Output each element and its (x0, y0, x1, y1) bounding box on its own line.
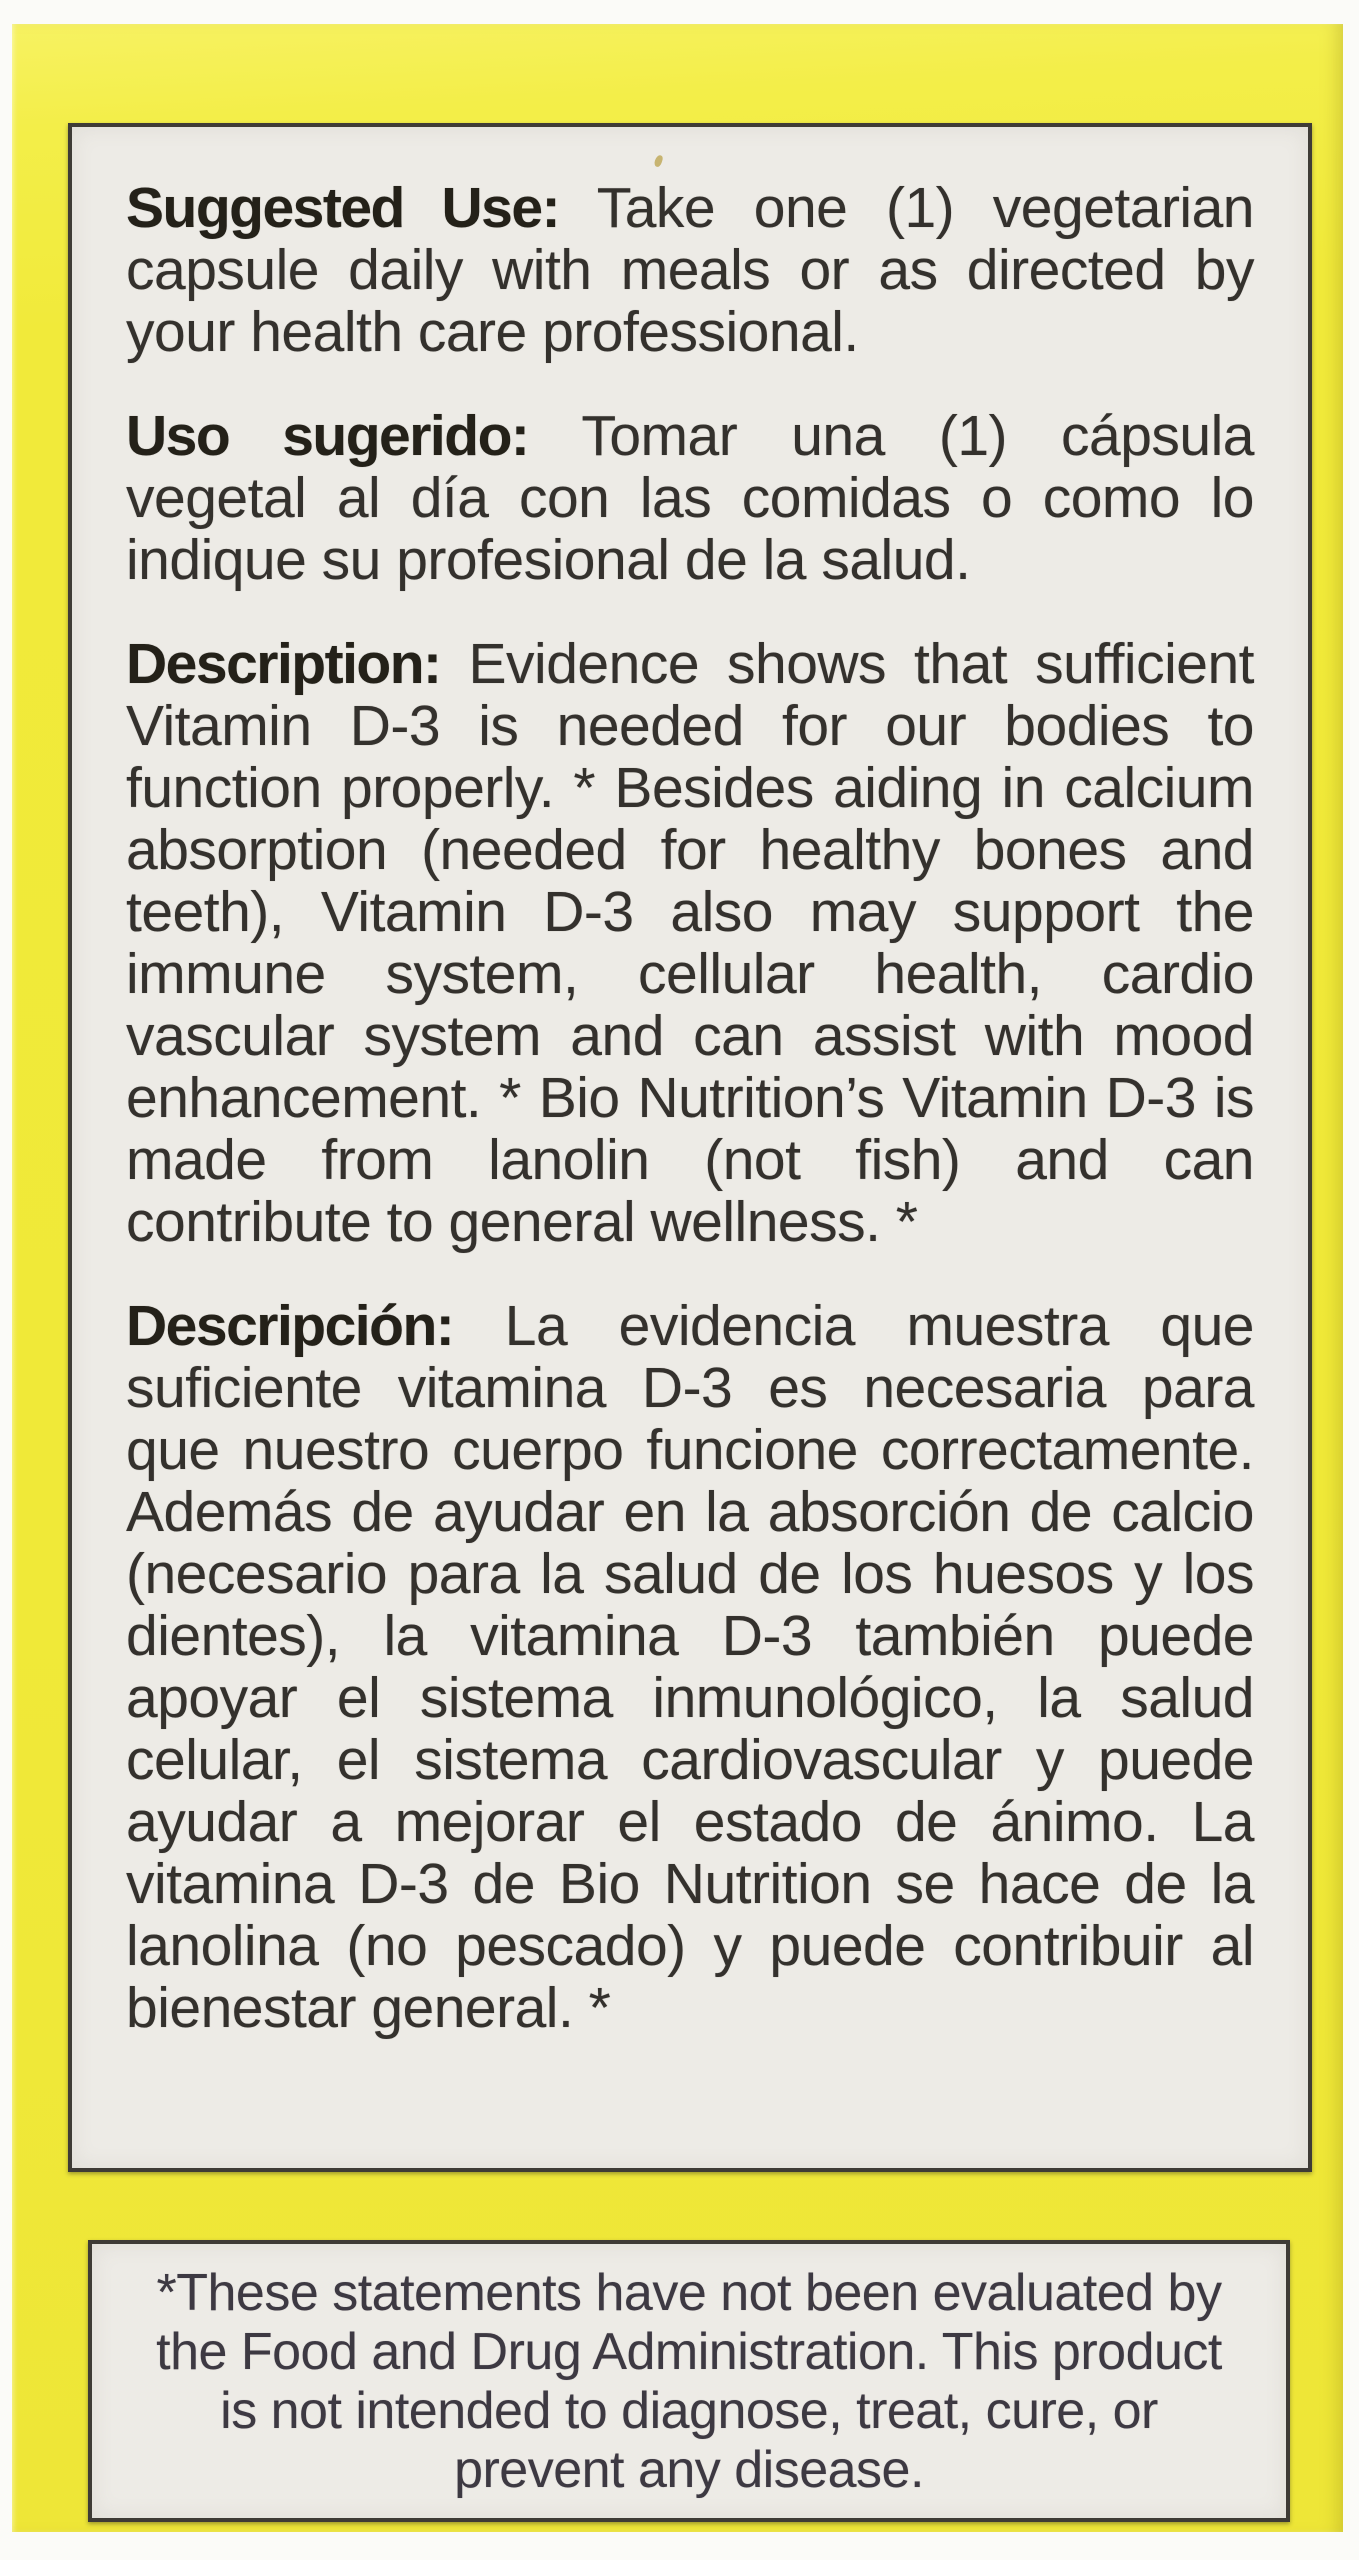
fda-disclaimer-panel (88, 2240, 1290, 2522)
directions-panel (68, 123, 1312, 2172)
suggested-use-section-en (126, 177, 1254, 363)
suggested-use-section-es (126, 405, 1254, 591)
suggested-use-body-es: Tomar una (1) cápsula vegetal al día con las comidas o como lo indique su profesional de la salud. (126, 404, 1254, 592)
description-body-en: Evidence shows that sufficient Vitamin D-3 is needed for our bodies to function properly. * Besides aiding in calcium absorption (needed for healthy bones and teeth), Vitamin D-3 also may support the immune system, cellular health, cardio vascular system and can assist with mood enhancement. * Bio Nutrition’s Vitamin D-3 is made from lanolin (not fish) and can contribute to general wellness. * (126, 632, 1254, 1254)
suggested-use-body-en: Take one (1) vegetarian capsule daily with meals or as directed by your health care professional. (126, 176, 1254, 364)
description-heading-en: Description: (126, 632, 441, 696)
suggested-use-heading-en: Suggested Use: (126, 176, 560, 240)
description-body-es: La evidencia muestra que suficiente vitamina D-3 es necesaria para que nuestro cuerpo funcione correctamente. Además de ayudar en la absorción de calcio (necesario para la salud de los huesos y los dientes), la vitamina D-3 también puede apoyar el sistema inmunológico, la salud celular, el sistema cardiovascular y puede ayudar a mejorar el estado de ánimo. La vitamina D-3 de Bio Nutrition se hace de la lanolina (no pescado) y puede contribuir al bienestar general. * (126, 1294, 1254, 2040)
description-heading-es: Descripción: (126, 1294, 454, 1358)
suggested-use-heading-es: Uso sugerido: (126, 404, 529, 468)
fda-disclaimer-text: *These statements have not been evaluated by the Food and Drug Administration. This product is not intended to diagnose, treat, cure, or prevent any disease. (156, 2264, 1222, 2499)
description-section-en (126, 633, 1254, 1253)
yellow-label-background (12, 24, 1343, 2532)
description-section-es (126, 1295, 1254, 2039)
